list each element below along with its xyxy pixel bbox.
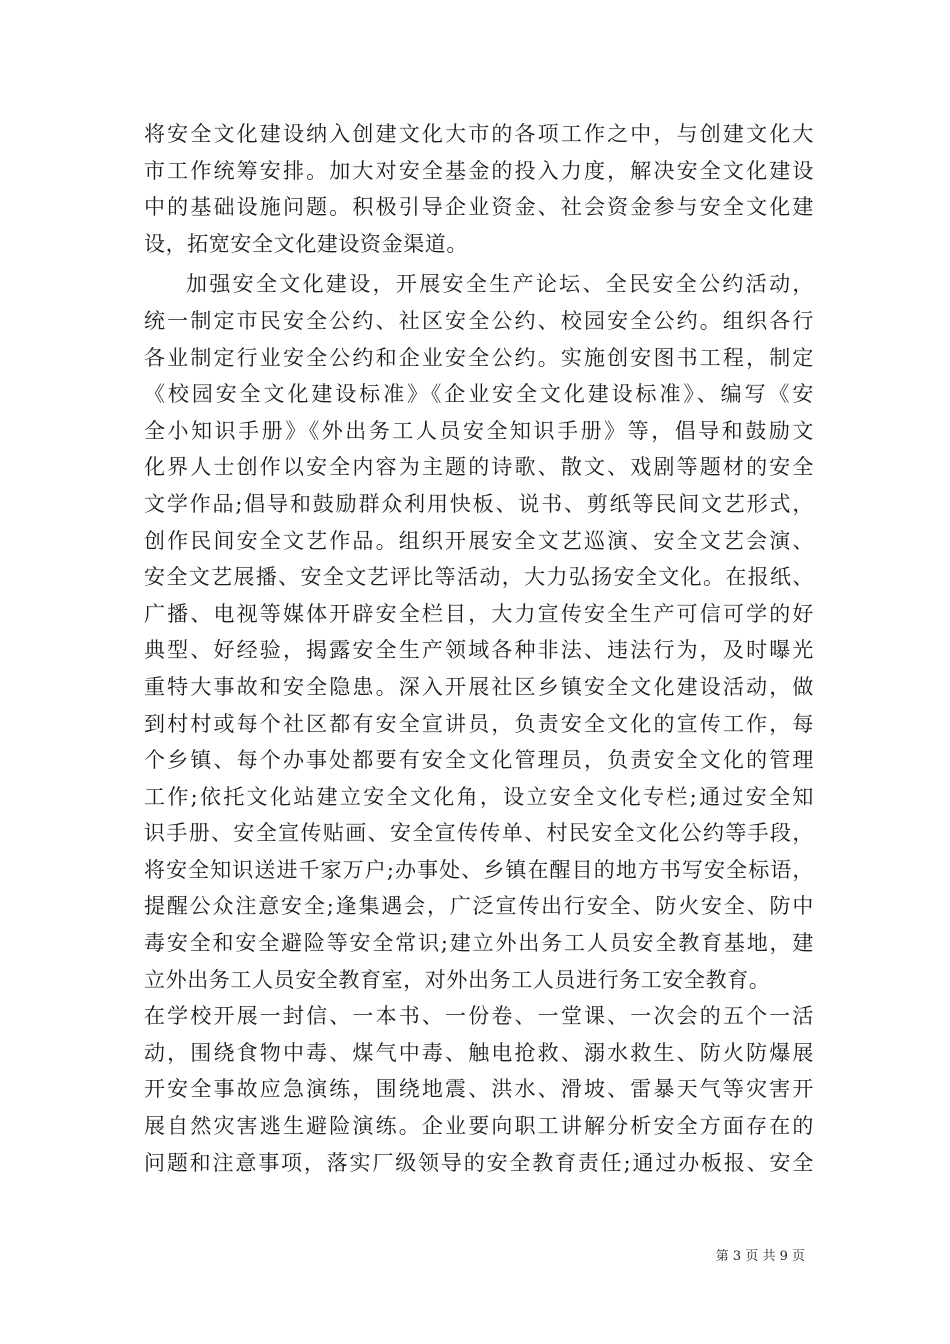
text-line: 到村村或每个社区都有安全宣讲员，负责安全文化的宣传工作，每 (144, 711, 814, 736)
page-number: 第 3 页 共 9 页 (715, 1249, 805, 1264)
paragraph-1 (144, 116, 814, 262)
text-line: 《校园安全文化建设标准》《企业安全文化建设标准》、编写《安 (144, 382, 814, 407)
text-line: 工作;依托文化站建立安全文化角，设立安全文化专栏;通过安全知 (144, 784, 814, 809)
text-line: 典型、好经验，揭露安全生产领域各种非法、违法行为，及时曝光 (144, 638, 814, 663)
text-line: 个乡镇、每个办事处都要有安全文化管理员，负责安全文化的管理 (144, 748, 814, 773)
text-line: 中的基础设施问题。积极引导企业资金、社会资金参与安全文化建 (144, 195, 814, 220)
text-line: 将安全文化建设纳入创建文化大市的各项工作之中，与创建文化大 (144, 122, 814, 146)
text-line: 开安全事故应急演练，围绕地震、洪水、滑坡、雷暴天气等灾害开 (144, 1077, 814, 1102)
text-line: 识手册、安全宣传贴画、安全宣传传单、村民安全文化公约等手段， (144, 821, 814, 846)
text-line: 加强安全文化建设，开展安全生产论坛、全民安全公约活动， (186, 272, 814, 297)
text-line: 提醒公众注意安全;逢集遇会，广泛宣传出行安全、防火安全、防中 (144, 894, 814, 919)
text-line: 立外出务工人员安全教育室，对外出务工人员进行务工安全教育。 (144, 967, 771, 992)
text-line: 文学作品;倡导和鼓励群众利用快板、说书、剪纸等民间文艺形式， (144, 491, 814, 516)
body-text (144, 116, 814, 1181)
text-line: 各业制定行业安全公约和企业安全公约。实施创安图书工程，制定 (144, 345, 814, 370)
text-line: 重特大事故和安全隐患。深入开展社区乡镇安全文化建设活动，做 (144, 674, 814, 699)
text-line: 毒安全和安全避险等安全常识;建立外出务工人员安全教育基地，建 (144, 931, 814, 956)
text-line: 安全文艺展播、安全文艺评比等活动，大力弘扬安全文化。在报纸、 (144, 565, 814, 590)
text-line: 全小知识手册》《外出务工人员安全知识手册》等，倡导和鼓励文 (144, 418, 814, 443)
text-line: 设，拓宽安全文化建设资金渠道。 (144, 231, 468, 256)
text-line: 创作民间安全文艺作品。组织开展安全文艺巡演、安全文艺会演、 (144, 528, 814, 553)
text-line: 动，围绕食物中毒、煤气中毒、触电抢救、溺水救生、防火防爆展 (144, 1040, 814, 1065)
text-line: 广播、电视等媒体开辟安全栏目，大力宣传安全生产可信可学的好 (144, 601, 814, 626)
text-line: 统一制定市民安全公约、社区安全公约、校园安全公约。组织各行 (144, 308, 814, 333)
text-line: 化界人士创作以安全内容为主题的诗歌、散文、戏剧等题材的安全 (144, 455, 814, 480)
text-line: 将安全知识送进千家万户;办事处、乡镇在醒目的地方书写安全标语， (144, 857, 814, 882)
text-line: 展自然灾害逃生避险演练。企业要向职工讲解分析安全方面存在的 (144, 1114, 814, 1139)
paragraph-2 (144, 266, 814, 1181)
text-line: 在学校开展一封信、一本书、一份卷、一堂课、一次会的五个一活 (144, 1004, 814, 1029)
text-line: 市工作统筹安排。加大对安全基金的投入力度，解决安全文化建设 (144, 158, 814, 183)
text-line: 问题和注意事项，落实厂级领导的安全教育责任;通过办板报、安全 (144, 1150, 814, 1175)
